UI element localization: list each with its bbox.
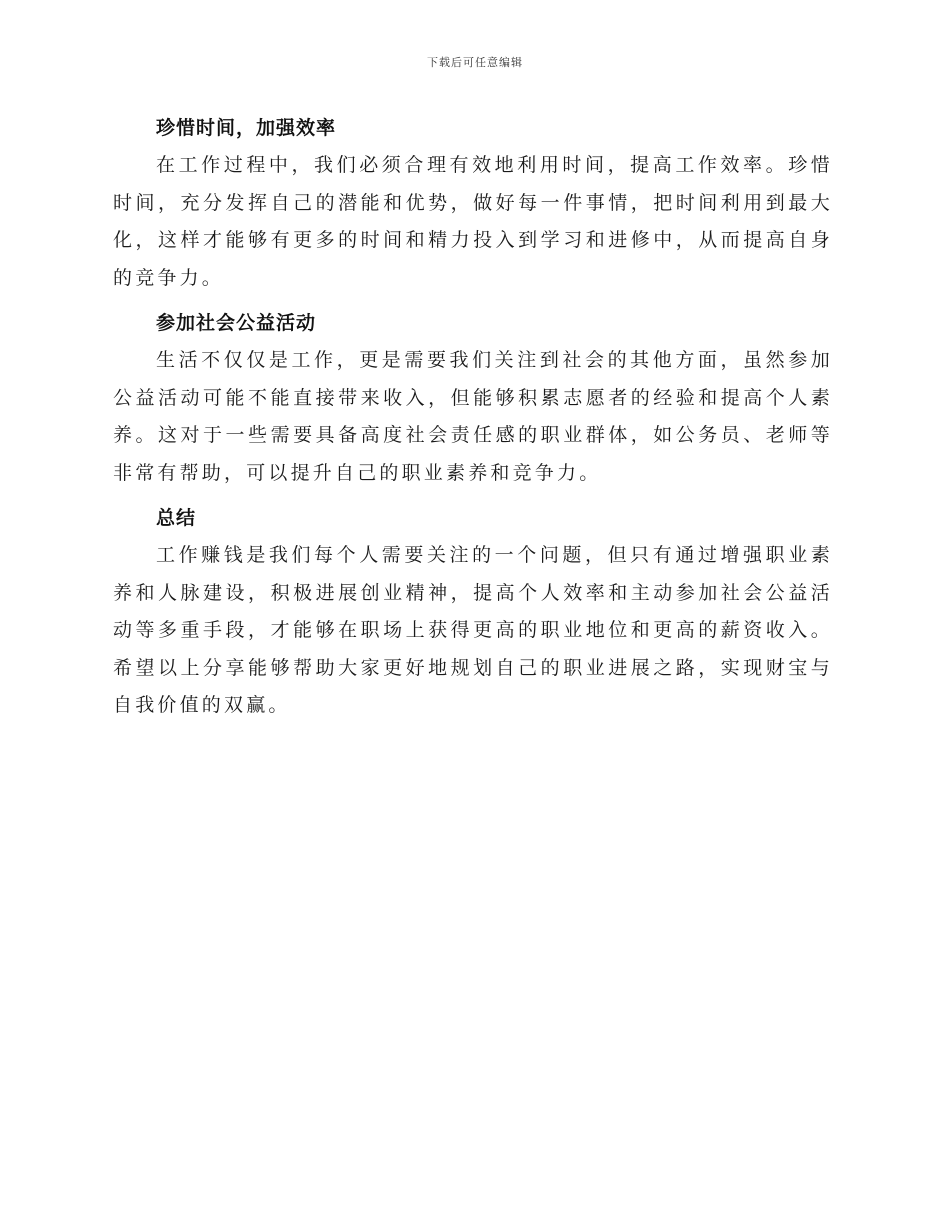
document-content: [113, 110, 833, 733]
page-header-note: 下载后可任意编辑: [427, 56, 523, 69]
section-title-public-welfare: 参加社会公益活动: [156, 312, 317, 334]
section-body-summary: 工作赚钱是我们每个人需要关注的一个问题，但只有通过增强职业素养和人脉建设，积极进展创业精神，提高个人效率和主动参加社会公益活动等多重手段，才能够在职场上获得更高的职业地位和更高的薪资收入。希望以上分享能够帮助大家更好地规划自己的职业进展之路，实现财宝与自我价值的双赢。: [113, 544, 833, 716]
section-title-summary: 总结: [156, 507, 197, 529]
section-body-public-welfare: 生活不仅仅是工作，更是需要我们关注到社会的其他方面，虽然参加公益活动可能不能直接带来收入，但能够积累志愿者的经验和提高个人素养。这对于一些需要具备高度社会责任感的职业群体，如公务员、老师等非常有帮助，可以提升自己的职业素养和竞争力。: [113, 349, 833, 484]
section-body-time-efficiency: 在工作过程中，我们必须合理有效地利用时间，提高工作效率。珍惜时间，充分发挥自己的潜能和优势，做好每一件事情，把时间利用到最大化，这样才能够有更多的时间和精力投入到学习和进修中，从而提高自身的竞争力。: [113, 154, 833, 289]
section-title-time-efficiency: 珍惜时间，加强效率: [156, 117, 337, 139]
